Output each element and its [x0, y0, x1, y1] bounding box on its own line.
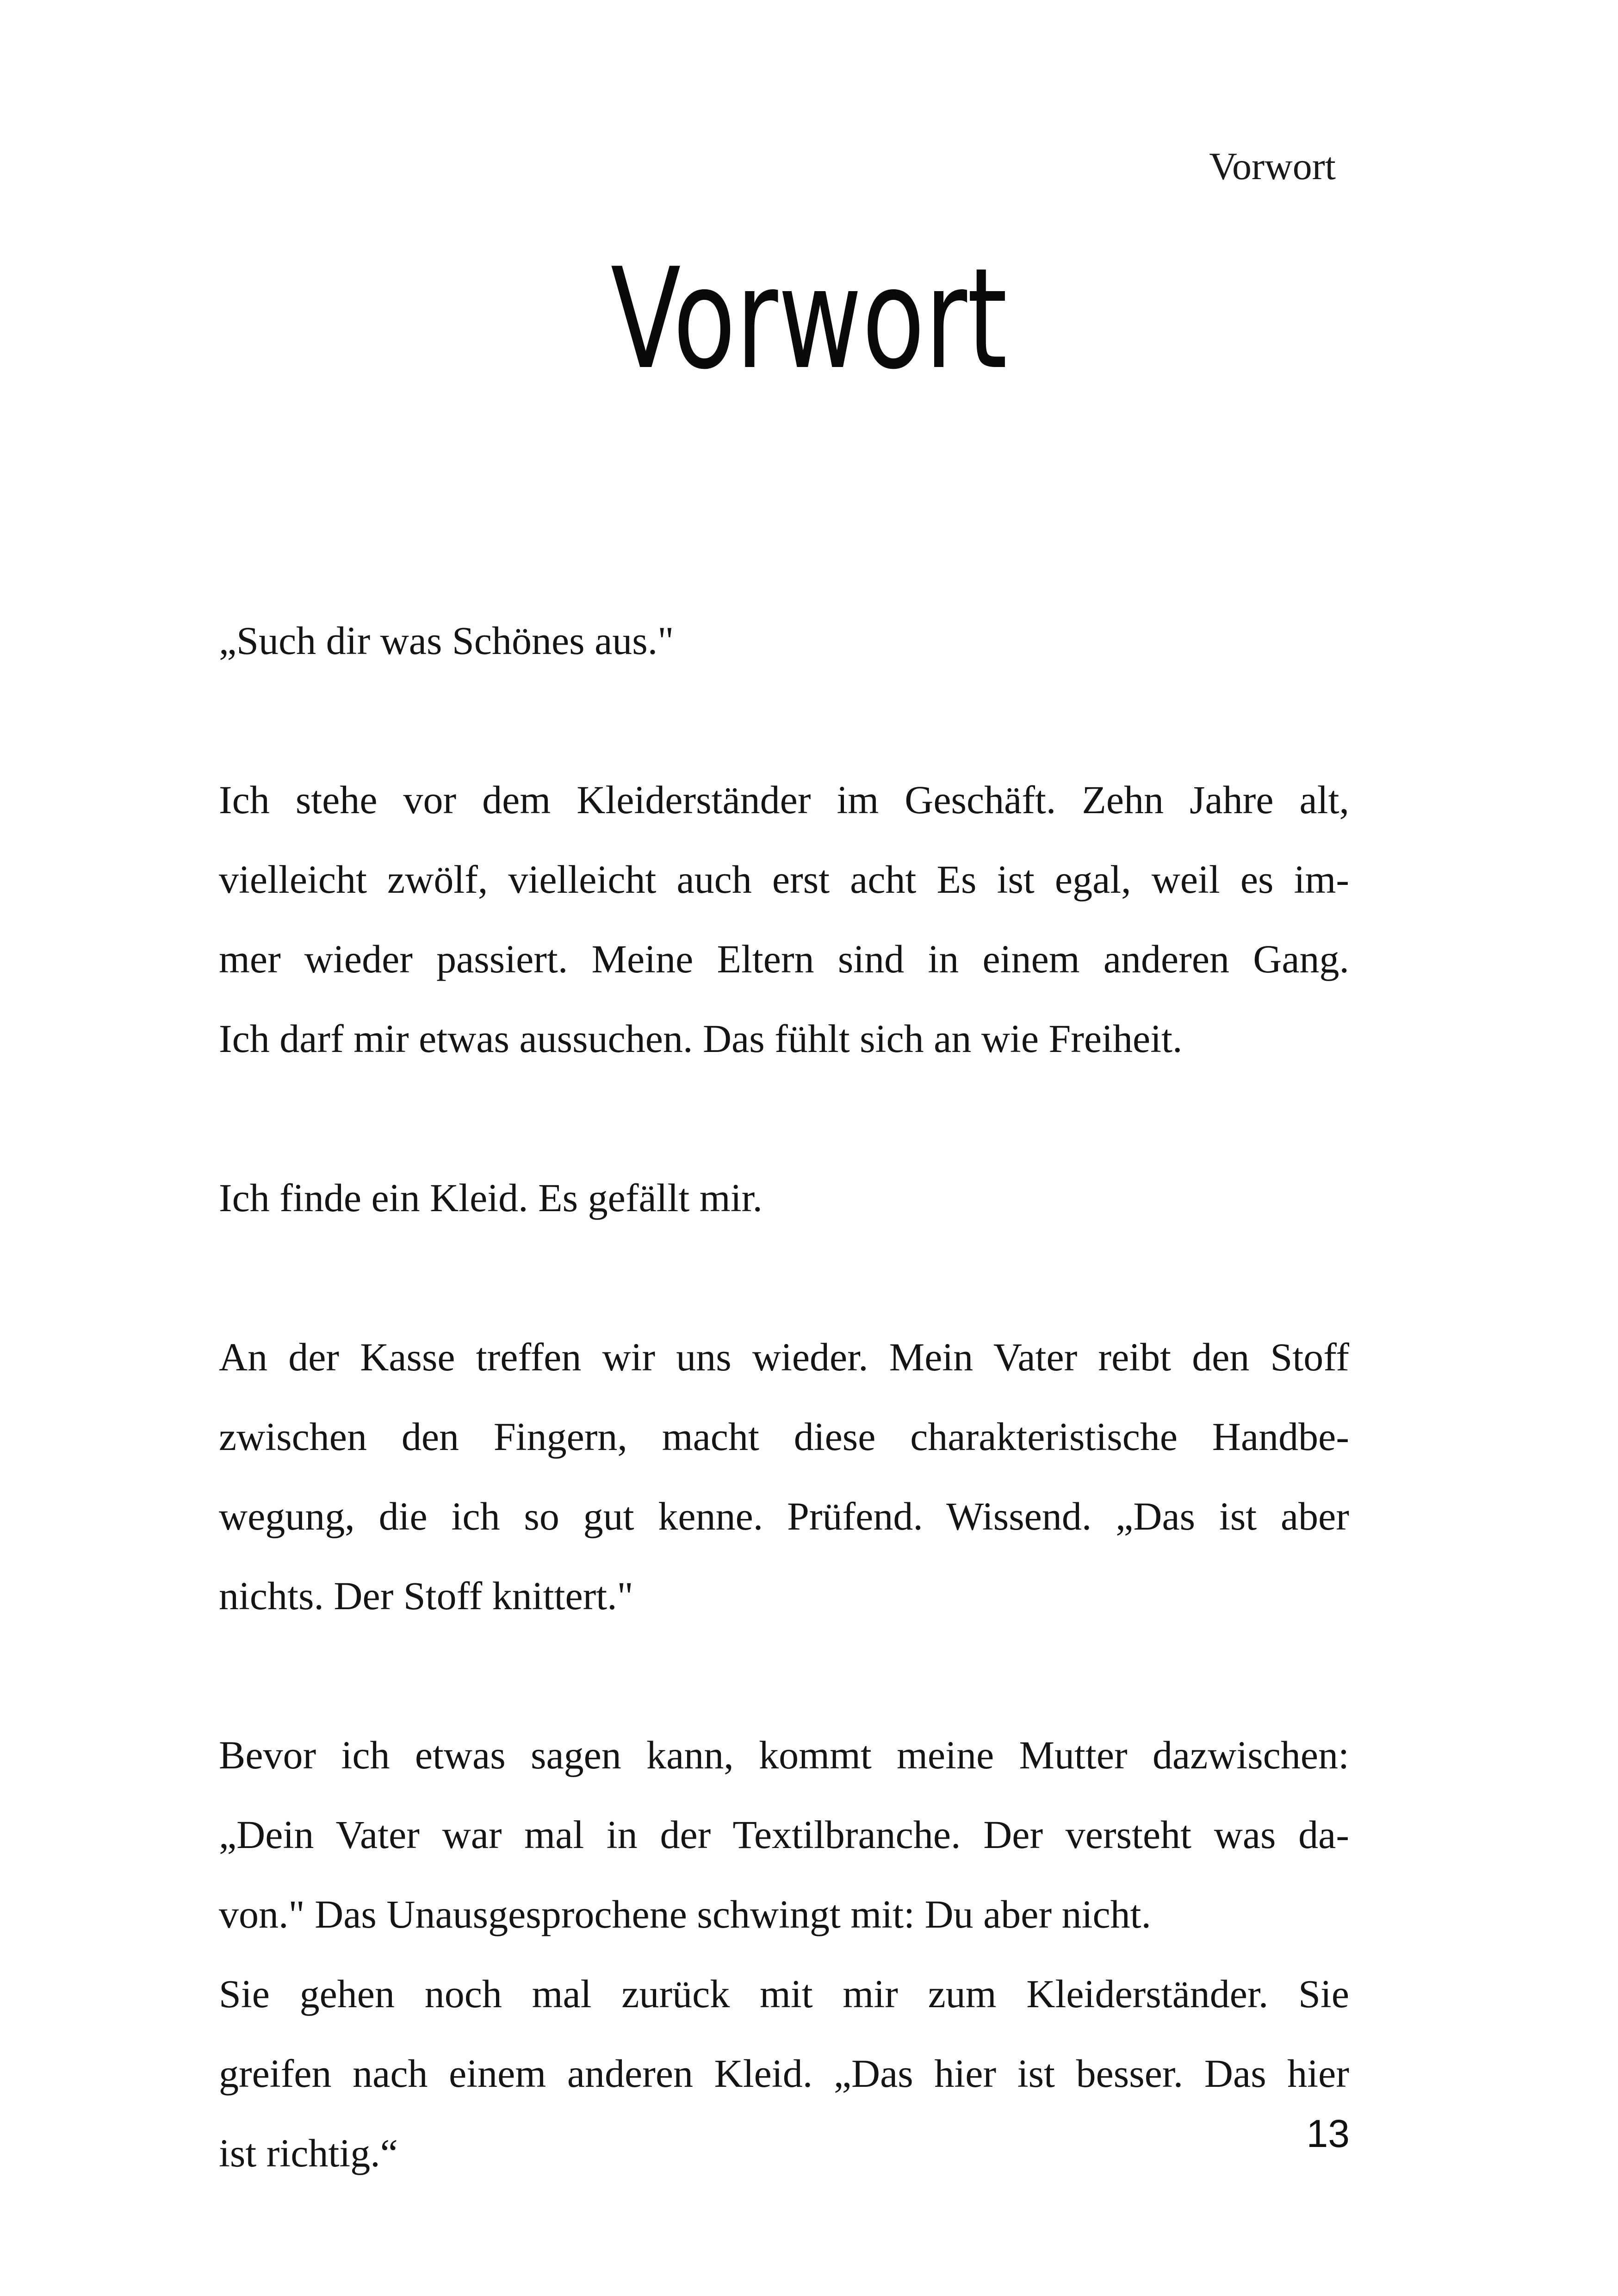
text-line: Ich darf mir etwas aussuchen. Das fühlt sich an wie Freiheit. [219, 1016, 1183, 1061]
text-line: An der Kasse treffen wir uns wieder. Mein Vater reibt den Stoff [219, 1335, 1349, 1379]
text-line: mer wieder passiert. Meine Eltern sind in einem anderen Gang. [219, 937, 1349, 981]
chapter-title: Vorwort [610, 238, 1008, 400]
paragraph [219, 1715, 1349, 2193]
text-line: „Dein Vater war mal in der Textilbranche. Der versteht was da- [219, 1812, 1349, 1857]
page-number: 13 [1306, 2112, 1350, 2155]
text-line: greifen nach einem anderen Kleid. „Das hier ist besser. Das hier [219, 2051, 1349, 2096]
text-line: „Such dir was Schönes aus." [219, 618, 674, 663]
text-line: Bevor ich etwas sagen kann, kommt meine Mutter dazwischen: [219, 1733, 1349, 1777]
paragraph [219, 1317, 1349, 1636]
text-line: zwischen den Fingern, macht diese charakteristische Handbe- [219, 1414, 1349, 1459]
running-header: Vorwort [1209, 145, 1336, 188]
text-line: ist richtig.“ [219, 2131, 398, 2175]
text-line: wegung, die ich so gut kenne. Prüfend. Wissend. „Das ist aber [219, 1494, 1349, 1538]
paragraph [219, 760, 1349, 1078]
text-line: nichts. Der Stoff knittert." [219, 1574, 633, 1618]
paragraph [219, 1158, 1349, 1238]
text-line: Sie gehen noch mal zurück mit mir zum Kleiderständer. Sie [219, 1972, 1349, 2016]
text-line: vielleicht zwölf, vielleicht auch erst acht Es ist egal, weil es im- [219, 857, 1349, 902]
text-line: Ich stehe vor dem Kleiderständer im Geschäft. Zehn Jahre alt, [219, 778, 1349, 822]
text-line: von." Das Unausgesprochene schwingt mit: Du aber nicht. [219, 1892, 1152, 1936]
body-text [219, 601, 1349, 2193]
paragraph [219, 601, 1349, 680]
text-line: Ich finde ein Kleid. Es gefällt mir. [219, 1176, 763, 1220]
